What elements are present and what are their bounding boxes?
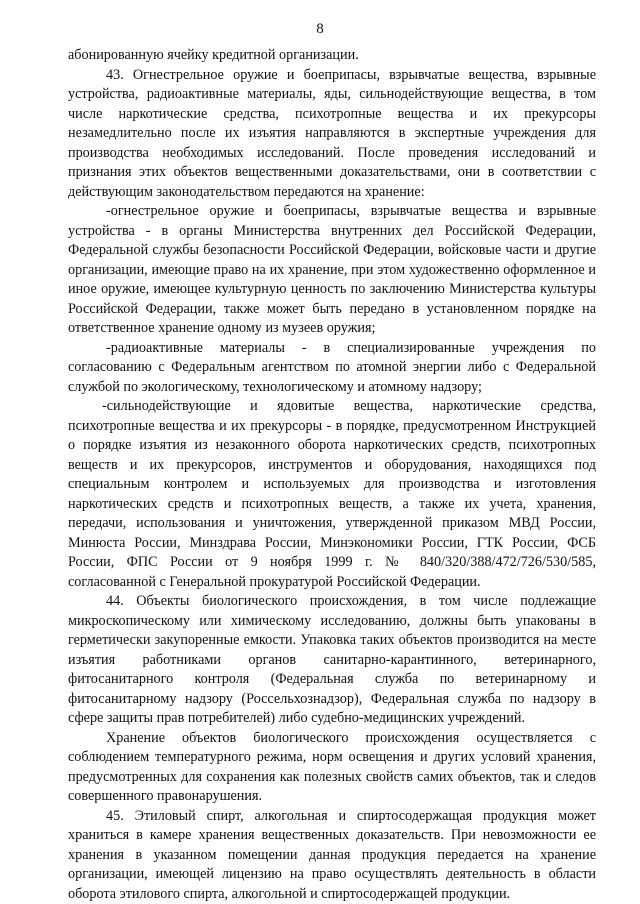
paragraph-item-45: 45. Этиловый спирт, алкогольная и спиртосодержащая продукция может храниться в камере хранения вещественных доказательств. При невозможности ее хранения в указанном помещении данная продукция передается на хранение организации, имеющей лицензию на право осуществлять деятельность в области оборота этилового спирта, алкогольной и спиртосодержащей продукции. <box>68 807 596 904</box>
paragraph-continuation: абонированную ячейку кредитной организации. <box>68 46 596 66</box>
paragraph-firearms: -огнестрельное оружие и боеприпасы, взрывчатые вещества и взрывные устройства - в органы Министерства внутренних дел Российской Федерации, Федеральной службы безопасности Российской Федерации, войсковые части и другие организации, имеющие право на их хранение, при этом художественно оформленное и иное оружие, имеющее культурную ценность по заключению Министерства культуры Российской Федерации, также может быть передано в установленном порядке на ответственное хранение одному из музеев оружия; <box>68 202 596 339</box>
paragraph-item-43: 43. Огнестрельное оружие и боеприпасы, взрывчатые вещества, взрывные устройства, радиоактивные материалы, яды, сильнодействующие вещества, в том числе наркотические средства, психотропные вещества и их прекурсоры незамедлительно после их изъятия направляются в экспертные учреждения для производства необходимых исследований. После проведения исследований и признания этих объектов вещественными доказательствами, они в соответствии с действующим законодательством передаются на хранение: <box>68 66 596 203</box>
paragraph-radioactive: -радиоактивные материалы - в специализированные учреждения по согласованию с Федеральным агентством по атомной энергии либо с Федеральной службой по экологическому, технологическому и атомному надзору; <box>68 339 596 398</box>
paragraph-item-44: 44. Объекты биологического происхождения, в том числе подлежащие микроскопическому или химическому исследованию, должны быть упакованы в герметически закупоренные емкости. Упаковка таких объектов производится на месте изъятия работниками органов санитарно-карантинного, ветеринарного, фитосанитарного контроля (Федеральная служба по ветеринарному и фитосанитарному надзору (Россельхознадзор), Федеральная служба по надзору в сфере защиты прав потребителей) либо судебно-медицинских учреждений. <box>68 592 596 729</box>
paragraph-biological-storage: Хранение объектов биологического происхождения осуществляется с соблюдением температурного режима, норм освещения и других условий хранения, предусмотренных для сохранения как полезных свойств самих объектов, так и следов совершенного правонарушения. <box>68 729 596 807</box>
document-body <box>68 46 596 904</box>
page-number: 8 <box>0 20 640 38</box>
paragraph-potent-substances: -сильнодействующие и ядовитые вещества, наркотические средства, психотропные вещества и их прекурсоры - в порядке, предусмотренном Инструкцией о порядке изъятия из незаконного оборота наркотических средств, психотропных веществ и их прекурсоров, инструментов и оборудования, находящихся под специальным контролем и используемых для производства и изготовления наркотических средств и психотропных веществ, а также их учета, хранения, передачи, использования и уничтожения, утвержденной приказом МВД России, Минюста России, Минздрава России, Минэкономики России, ГТК России, ФСБ России, ФПС России от 9 ноября 1999 г. № 840/320/388/472/726/530/585, согласованной с Генеральной прокуратурой Российской Федерации. <box>68 397 596 592</box>
